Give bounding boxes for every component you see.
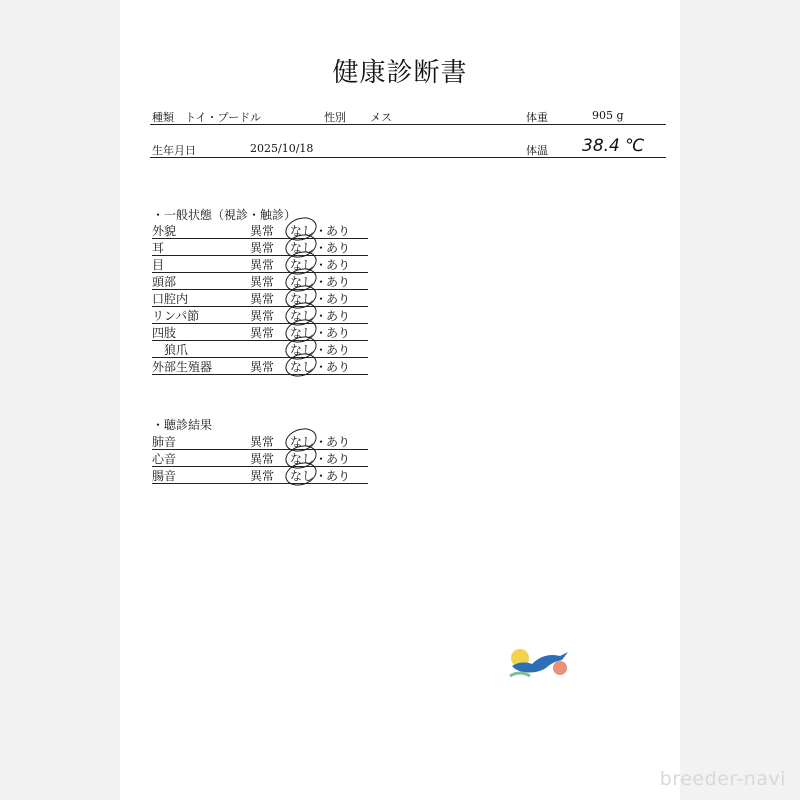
row-sep: ・ bbox=[315, 309, 328, 323]
sex-label: 性別 bbox=[324, 111, 346, 124]
row-sep: ・ bbox=[315, 360, 328, 374]
general-row-dewclaw bbox=[152, 340, 368, 358]
row-none: なし bbox=[290, 224, 315, 238]
row-abnormal: 異常 bbox=[250, 241, 275, 255]
general-row-eyes bbox=[152, 255, 368, 273]
general-row-lymph bbox=[152, 306, 368, 324]
row-name: 外貌 bbox=[152, 224, 177, 238]
sex-value: メス bbox=[370, 111, 392, 124]
row-none: なし bbox=[290, 360, 315, 374]
document-title: 健康診断書 bbox=[332, 58, 468, 88]
temp-label: 体温 bbox=[526, 144, 548, 157]
row-present: あり bbox=[326, 326, 351, 340]
row-sep: ・ bbox=[315, 275, 328, 289]
row-abnormal: 異常 bbox=[250, 275, 275, 289]
row-none: なし bbox=[290, 343, 315, 357]
row-sep: ・ bbox=[315, 435, 328, 449]
row-present: あり bbox=[326, 292, 351, 306]
general-row-ears bbox=[152, 238, 368, 256]
row-present: あり bbox=[326, 258, 351, 272]
row-present: あり bbox=[326, 360, 351, 374]
row-abnormal: 異常 bbox=[250, 292, 275, 306]
general-row-head bbox=[152, 272, 368, 290]
row-name: 目 bbox=[152, 258, 165, 272]
row-present: あり bbox=[326, 343, 351, 357]
auscultation-row-heart bbox=[152, 449, 368, 467]
row-present: あり bbox=[326, 275, 351, 289]
general-row-genitals bbox=[152, 357, 368, 375]
row-name: 口腔内 bbox=[152, 292, 189, 306]
row-name: 外部生殖器 bbox=[152, 360, 213, 374]
breed-label: 種類 bbox=[152, 111, 174, 124]
row-present: あり bbox=[326, 469, 351, 483]
weight-value: 905 g bbox=[592, 109, 624, 122]
row-sep: ・ bbox=[315, 343, 328, 357]
header-rule-2 bbox=[150, 157, 666, 158]
auscultation-section-title: ・聴診結果 bbox=[152, 418, 213, 432]
row-name: 狼爪 bbox=[164, 343, 189, 357]
row-abnormal: 異常 bbox=[250, 452, 275, 466]
row-name: 肺音 bbox=[152, 435, 177, 449]
row-name: 腸音 bbox=[152, 469, 177, 483]
row-abnormal: 異常 bbox=[250, 326, 275, 340]
auscultation-row-lung bbox=[152, 432, 368, 450]
row-sep: ・ bbox=[315, 452, 328, 466]
general-row-appearance bbox=[152, 221, 368, 239]
weight-label: 体重 bbox=[526, 111, 548, 124]
row-none: なし bbox=[290, 326, 315, 340]
general-row-limbs bbox=[152, 323, 368, 341]
row-sep: ・ bbox=[315, 469, 328, 483]
birth-label: 生年月日 bbox=[152, 144, 196, 157]
row-sep: ・ bbox=[315, 241, 328, 255]
watermark: breeder-navi bbox=[659, 768, 786, 790]
row-abnormal: 異常 bbox=[250, 309, 275, 323]
row-none: なし bbox=[290, 241, 315, 255]
stork-logo-icon bbox=[508, 640, 572, 684]
header-rule-1 bbox=[150, 124, 666, 125]
birth-value: 2025/10/18 bbox=[250, 142, 314, 155]
row-sep: ・ bbox=[315, 224, 328, 238]
row-present: あり bbox=[326, 435, 351, 449]
general-row-oral bbox=[152, 289, 368, 307]
row-present: あり bbox=[326, 241, 351, 255]
row-present: あり bbox=[326, 452, 351, 466]
row-abnormal: 異常 bbox=[250, 360, 275, 374]
row-abnormal: 異常 bbox=[250, 224, 275, 238]
row-none: なし bbox=[290, 309, 315, 323]
row-none: なし bbox=[290, 275, 315, 289]
row-none: なし bbox=[290, 452, 315, 466]
row-present: あり bbox=[326, 224, 351, 238]
row-none: なし bbox=[290, 469, 315, 483]
row-sep: ・ bbox=[315, 258, 328, 272]
row-sep: ・ bbox=[315, 326, 328, 340]
bundle-icon bbox=[553, 661, 567, 675]
row-none: なし bbox=[290, 435, 315, 449]
row-abnormal: 異常 bbox=[250, 258, 275, 272]
temp-value: 38.4 ℃ bbox=[582, 136, 645, 156]
general-section-title: ・一般状態（視診・触診） bbox=[152, 208, 297, 222]
row-abnormal: 異常 bbox=[250, 469, 275, 483]
row-sep: ・ bbox=[315, 292, 328, 306]
auscultation-row-bowel bbox=[152, 466, 368, 484]
row-abnormal: 異常 bbox=[250, 435, 275, 449]
row-name: リンパ節 bbox=[152, 309, 200, 323]
row-name: 心音 bbox=[152, 452, 177, 466]
row-name: 頭部 bbox=[152, 275, 177, 289]
row-none: なし bbox=[290, 258, 315, 272]
row-none: なし bbox=[290, 292, 315, 306]
row-name: 四肢 bbox=[152, 326, 177, 340]
breed-value: トイ・プードル bbox=[185, 111, 262, 124]
row-present: あり bbox=[326, 309, 351, 323]
row-name: 耳 bbox=[152, 241, 165, 255]
wave-icon bbox=[510, 673, 530, 676]
